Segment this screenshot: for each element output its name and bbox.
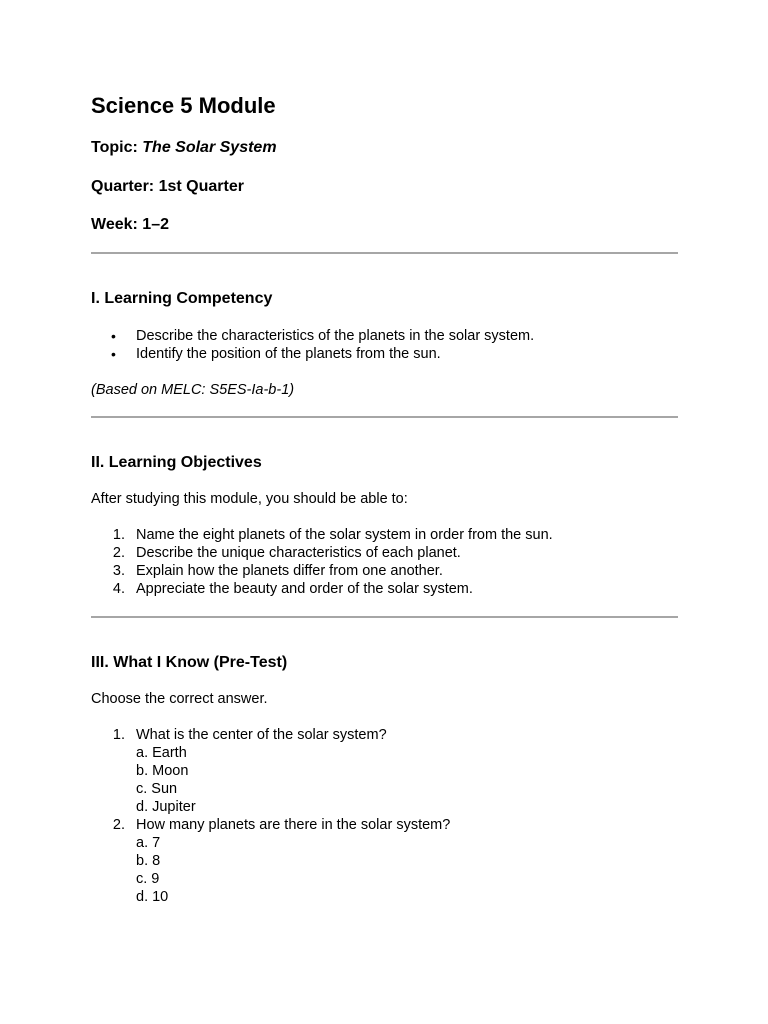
competency-list [91, 327, 534, 363]
answer-choice: d. 10 [136, 889, 169, 905]
list-item-text: Identify the position of the planets from the sun. [136, 346, 441, 362]
objectives-intro: After studying this module, you should be able to: [91, 491, 408, 507]
bullet-icon: • [111, 346, 116, 362]
pretest-intro: Choose the correct answer. [91, 691, 268, 707]
list-item [91, 526, 553, 544]
list-number: 4. [112, 581, 125, 597]
topic-label: Topic: [91, 139, 138, 156]
list-number: 2. [112, 545, 125, 561]
bullet-icon: • [111, 328, 116, 344]
section-divider [91, 252, 678, 254]
answer-choice: c. 9 [136, 871, 160, 887]
section-heading-competency: I. Learning Competency [91, 290, 273, 307]
list-item [91, 580, 553, 598]
list-item-text: Describe the unique characteristics of each planet. [136, 545, 461, 561]
question-text: What is the center of the solar system? [136, 727, 387, 743]
page-title: Science 5 Module [91, 93, 276, 118]
answer-choice: b. Moon [136, 763, 189, 779]
list-item-text: Explain how the planets differ from one another. [136, 563, 443, 579]
question-number: 2. [112, 817, 125, 833]
answer-choice: a. Earth [136, 745, 187, 761]
quarter-label: Quarter: [91, 178, 155, 195]
question-item [91, 726, 450, 816]
section-divider [91, 616, 678, 618]
quarter-line [91, 177, 244, 197]
question-number: 1. [112, 727, 125, 743]
list-item [91, 562, 553, 580]
list-number: 1. [112, 527, 125, 543]
objectives-list [91, 526, 553, 598]
answer-choice: c. Sun [136, 781, 178, 797]
week-value: 1–2 [142, 216, 169, 233]
answer-choice: d. Jupiter [136, 799, 196, 815]
section-divider [91, 416, 678, 418]
question-text: How many planets are there in the solar system? [136, 817, 451, 833]
section-heading-objectives: II. Learning Objectives [91, 454, 262, 471]
list-item [91, 544, 553, 562]
list-item-text: Name the eight planets of the solar system in order from the sun. [136, 527, 553, 543]
answer-choice: b. 8 [136, 853, 161, 869]
list-item [91, 327, 534, 345]
week-label: Week: [91, 216, 138, 233]
week-line [91, 215, 169, 235]
topic-line [91, 138, 277, 158]
answer-choice: a. 7 [136, 835, 161, 851]
quarter-value: 1st Quarter [158, 178, 244, 195]
list-item-text: Appreciate the beauty and order of the solar system. [136, 581, 473, 597]
question-item [91, 816, 450, 906]
topic-value: The Solar System [142, 139, 277, 156]
list-item-text: Describe the characteristics of the planets in the solar system. [136, 328, 535, 344]
melc-note: (Based on MELC: S5ES-Ia-b-1) [91, 382, 295, 398]
section-heading-pretest: III. What I Know (Pre-Test) [91, 654, 288, 671]
pretest-questions [91, 726, 450, 906]
list-number: 3. [112, 563, 125, 579]
list-item [91, 345, 534, 363]
